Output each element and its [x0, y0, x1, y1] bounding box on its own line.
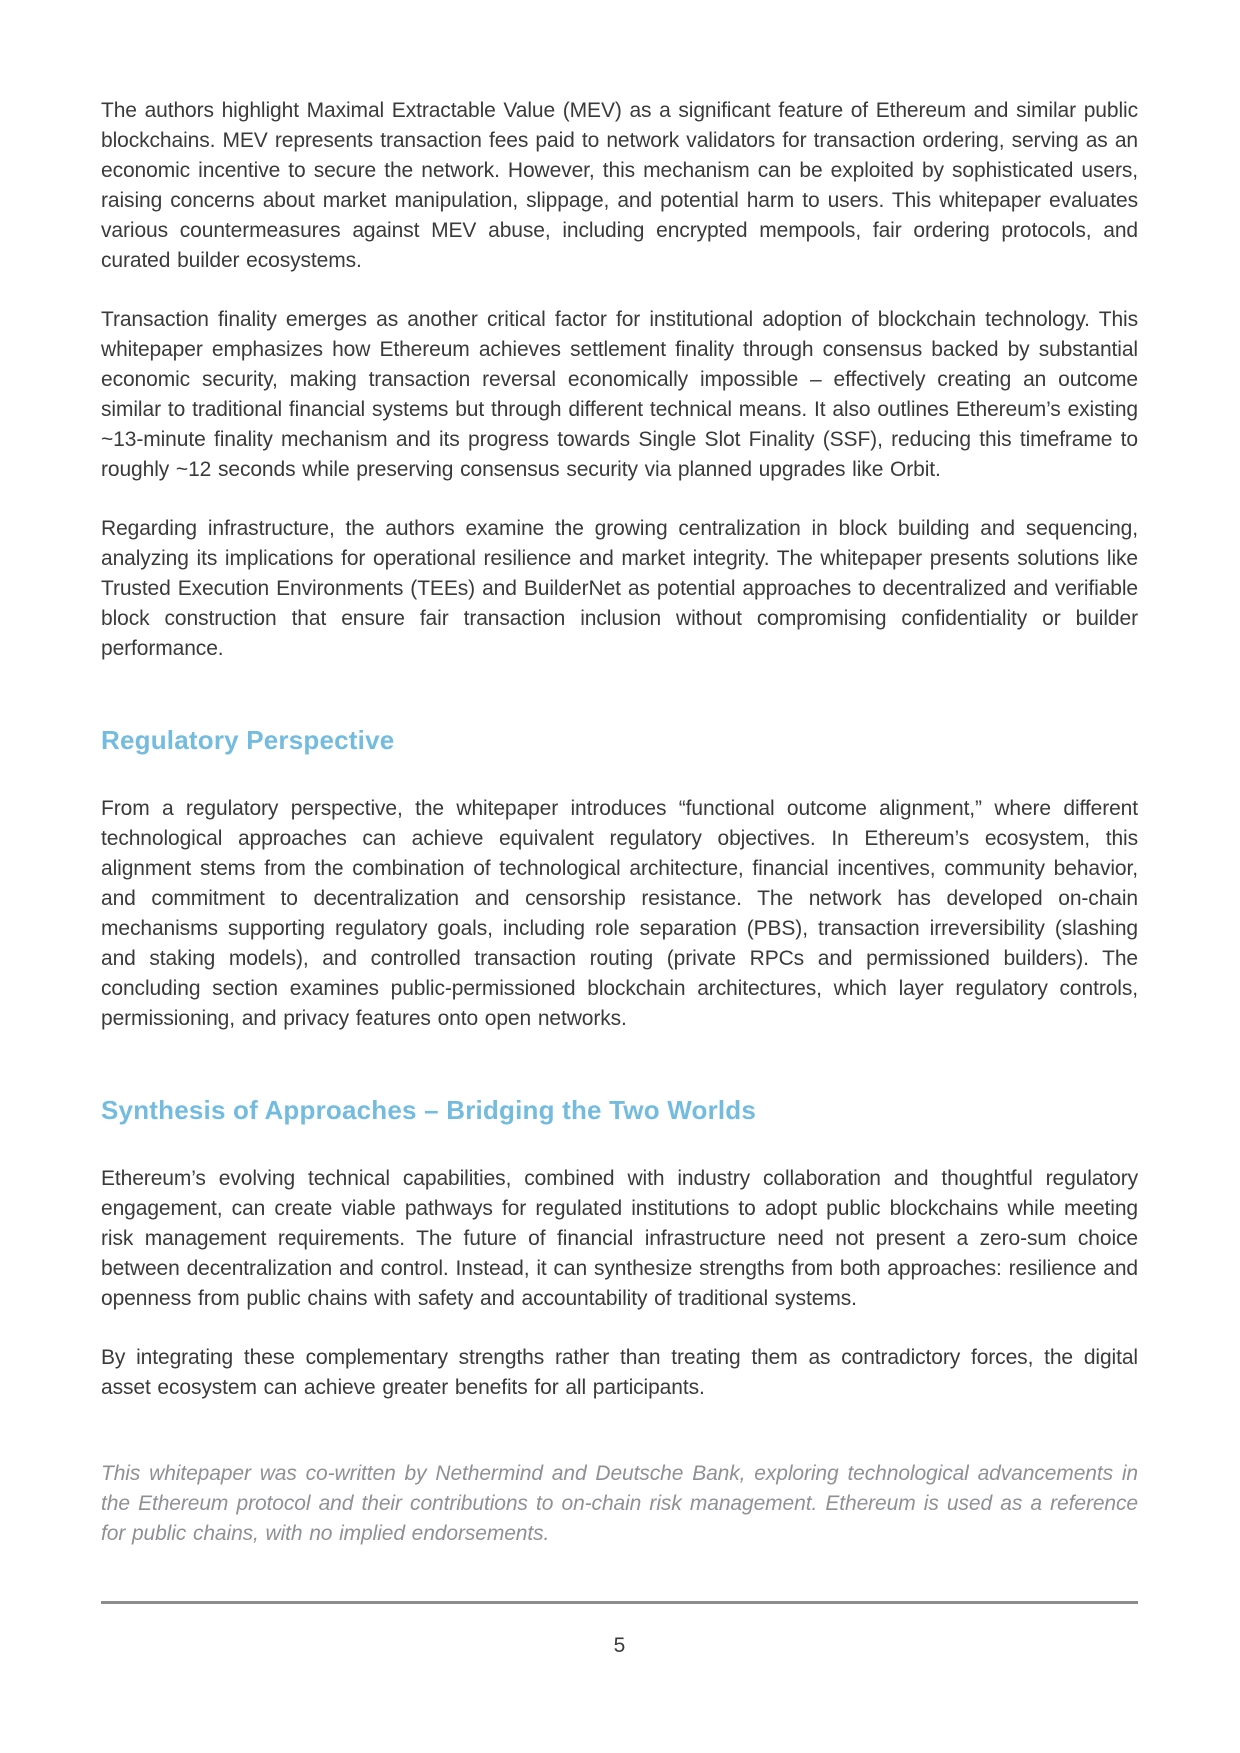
- section-heading-regulatory-perspective: Regulatory Perspective: [101, 725, 395, 755]
- page-footer: [101, 1601, 1138, 1658]
- paragraph-synthesis: Ethereum’s evolving technical capabilities, combined with industry collaboration and thoughtful regulatory engagement, can create viable pathways for regulated institutions to adopt public blockchains while meeting risk management requirements. The future of financial infrastructure need not present a zero-sum choice between decentralization and control. Instead, it can synthesize strengths from both approaches: resilience and openness from public chains with safety and accountability of traditional systems.: [101, 1167, 1138, 1310]
- paragraph-integration-benefits: By integrating these complementary strengths rather than treating them as contradictory forces, the digital asset ecosystem can achieve greater benefits for all participants.: [101, 1346, 1138, 1399]
- paragraph-mev-overview: The authors highlight Maximal Extractable Value (MEV) as a significant feature of Ethereum and similar public blockchains. MEV represents transaction fees paid to network validators for transaction ordering, serving as an economic incentive to secure the network. However, this mechanism can be exploited by sophisticated users, raising concerns about market manipulation, slippage, and potential harm to users. This whitepaper evaluates various countermeasures against MEV abuse, including encrypted mempools, fair ordering protocols, and curated builder ecosystems.: [101, 99, 1138, 272]
- paragraph-regulatory-perspective: From a regulatory perspective, the whitepaper introduces “functional outcome alignment,” where different technological approaches can achieve equivalent regulatory objectives. In Ethereum’s ecosystem, this alignment stems from the combination of technological architecture, financial incentives, community behavior, and commitment to decentralization and censorship resistance. The network has developed on-chain mechanisms supporting regulatory goals, including role separation (PBS), transaction irreversibility (slashing and staking models), and controlled transaction routing (private RPCs and permissioned builders). The concluding section examines public-permissioned blockchain architectures, which layer regulatory controls, permissioning, and privacy features onto open networks.: [101, 797, 1138, 1030]
- paragraph-infrastructure: Regarding infrastructure, the authors examine the growing centralization in block building and sequencing, analyzing its implications for operational resilience and market integrity. The whitepaper presents solutions like Trusted Execution Environments (TEEs) and BuilderNet as potential approaches to decentralized and verifiable block construction that ensure fair transaction inclusion without compromising confidentiality or builder performance.: [101, 517, 1138, 660]
- page-content: [101, 0, 1138, 1549]
- page-number: 5: [613, 1634, 626, 1657]
- paragraph-transaction-finality: Transaction finality emerges as another critical factor for institutional adoption of blockchain technology. This whitepaper emphasizes how Ethereum achieves settlement finality through consensus backed by substantial economic security, making transaction reversal economically impossible – effectively creating an outcome similar to traditional financial systems but through different technical means. It also outlines Ethereum’s existing ~13-minute finality mechanism and its progress towards Single Slot Finality (SSF), reducing this timeframe to roughly ~12 seconds while preserving consensus security via planned upgrades like Orbit.: [101, 308, 1138, 481]
- coauthor-disclaimer-note: This whitepaper was co-written by Nethermind and Deutsche Bank, exploring technological advancements in the Ethereum protocol and their contributions to on-chain risk management. Ethereum is used as a reference for public chains, with no implied endorsements.: [101, 1462, 1138, 1545]
- footer-divider: [101, 1601, 1138, 1604]
- section-heading-synthesis-of-approaches: Synthesis of Approaches – Bridging the Two Worlds: [101, 1095, 757, 1125]
